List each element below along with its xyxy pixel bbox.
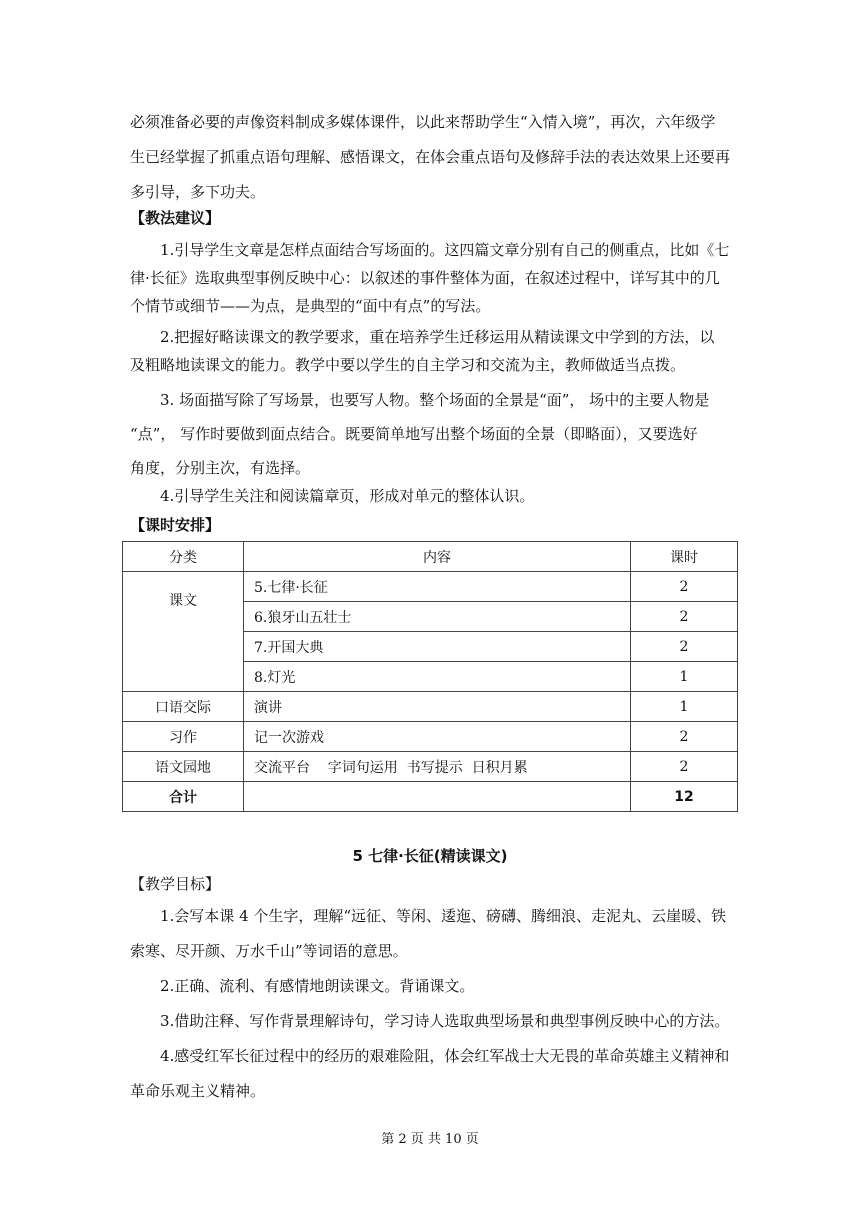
page-footer: 第 2 页 共 10 页 <box>381 1132 479 1147</box>
teaching-suggestions-heading: 【教法建议】 <box>130 209 221 227</box>
suggestion-3-line-2: “点”， 写作时要做到面点结合。既要简单地写出整个场面的全景（即略面），又要选好 <box>130 425 698 443</box>
hours-cell: 2 <box>631 602 738 632</box>
goals-heading: 【教学目标】 <box>130 875 221 893</box>
category-cell: 语文园地 <box>123 752 244 782</box>
content-cell: 8.灯光 <box>244 662 631 692</box>
suggestion-3-line-1: 3. 场面描写除了写场景，也要写人物。整个场面的全景是“面”， 场中的主要人物是 <box>160 391 710 409</box>
total-row <box>123 782 738 812</box>
schedule-table <box>122 541 738 812</box>
intro-line-2: 生已经掌握了抓重点语句理解、感悟课文，在体会重点语句及修辞手法的表达效果上还要再 <box>130 148 731 166</box>
header-category: 分类 <box>123 542 244 572</box>
total-label: 合计 <box>123 782 244 812</box>
table-row <box>123 692 738 722</box>
goal-4-line-1: 4.感受红军长征过程中的经历的艰难险阻，体会红军战士大无畏的革命英雄主义精神和 <box>160 1047 730 1065</box>
suggestion-1-line-3: 个情节或细节——为点，是典型的“面中有点”的写法。 <box>130 297 491 315</box>
content-cell: 演讲 <box>244 692 631 722</box>
table-row <box>123 572 738 602</box>
goal-4-line-2: 革命乐观主义精神。 <box>130 1082 266 1100</box>
content-cell: 交流平台 字词句运用 书写提示 日积月累 <box>244 752 631 782</box>
content-cell: 5.七律·长征 <box>244 572 631 602</box>
hours-cell: 2 <box>631 722 738 752</box>
suggestion-4-line-1: 4.引导学生关注和阅读篇章页，形成对单元的整体认识。 <box>160 487 535 505</box>
content-cell: 记一次游戏 <box>244 722 631 752</box>
category-cell: 习作 <box>123 722 244 752</box>
header-hours: 课时 <box>631 542 738 572</box>
suggestion-2-line-2: 及粗略地读课文的能力。教学中要以学生的自主学习和交流为主，教师做适当点拨。 <box>130 356 686 374</box>
hours-cell: 2 <box>631 752 738 782</box>
goal-1-line-1: 1.会写本课 4 个生字，理解“远征、等闲、逶迤、磅礴、腾细浪、走泥丸、云崖暖、铁 <box>160 907 727 925</box>
suggestion-1-line-1: 1.引导学生文章是怎样点面结合写场面的。这四篇文章分别有自己的侧重点，比如《七 <box>160 241 730 259</box>
header-content: 内容 <box>244 542 631 572</box>
total-hours: 12 <box>631 782 738 812</box>
total-content <box>244 782 631 812</box>
suggestion-2-line-1: 2.把握好略读课文的教学要求，重在培养学生迁移运用从精读课文中学到的方法，以 <box>160 328 715 346</box>
hours-cell: 2 <box>631 572 738 602</box>
intro-line-1: 必须准备必要的声像资料制成多媒体课件，以此来帮助学生“入情入境”，再次，六年级学 <box>130 113 716 131</box>
content-cell: 7.开国大典 <box>244 632 631 662</box>
goal-1-line-2: 索寒、尽开颜、万水千山”等词语的意思。 <box>130 942 408 960</box>
hours-cell: 1 <box>631 692 738 722</box>
hours-cell: 2 <box>631 632 738 662</box>
table-header-row <box>123 542 738 572</box>
category-cell: 口语交际 <box>123 692 244 722</box>
suggestion-1-line-2: 律·长征》选取典型事例反映中心：以叙述的事件整体为面，在叙述过程中，详写其中的几 <box>130 269 720 287</box>
content-cell: 6.狼牙山五壮士 <box>244 602 631 632</box>
suggestion-3-line-3: 角度，分别主次，有选择。 <box>130 459 311 477</box>
goal-2: 2.正确、流利、有感情地朗读课文。背诵课文。 <box>160 977 475 995</box>
hours-cell: 1 <box>631 662 738 692</box>
goal-3: 3.借助注释、写作背景理解诗句，学习诗人选取典型场景和典型事例反映中心的方法。 <box>160 1012 730 1030</box>
lesson-title: 5 七律·长征(精读课文) <box>352 847 508 865</box>
intro-line-3: 多引导，多下功夫。 <box>130 183 266 201</box>
text-category-cell: 课文 <box>123 572 244 692</box>
table-row <box>123 722 738 752</box>
table-row <box>123 752 738 782</box>
schedule-heading: 【课时安排】 <box>130 516 221 534</box>
